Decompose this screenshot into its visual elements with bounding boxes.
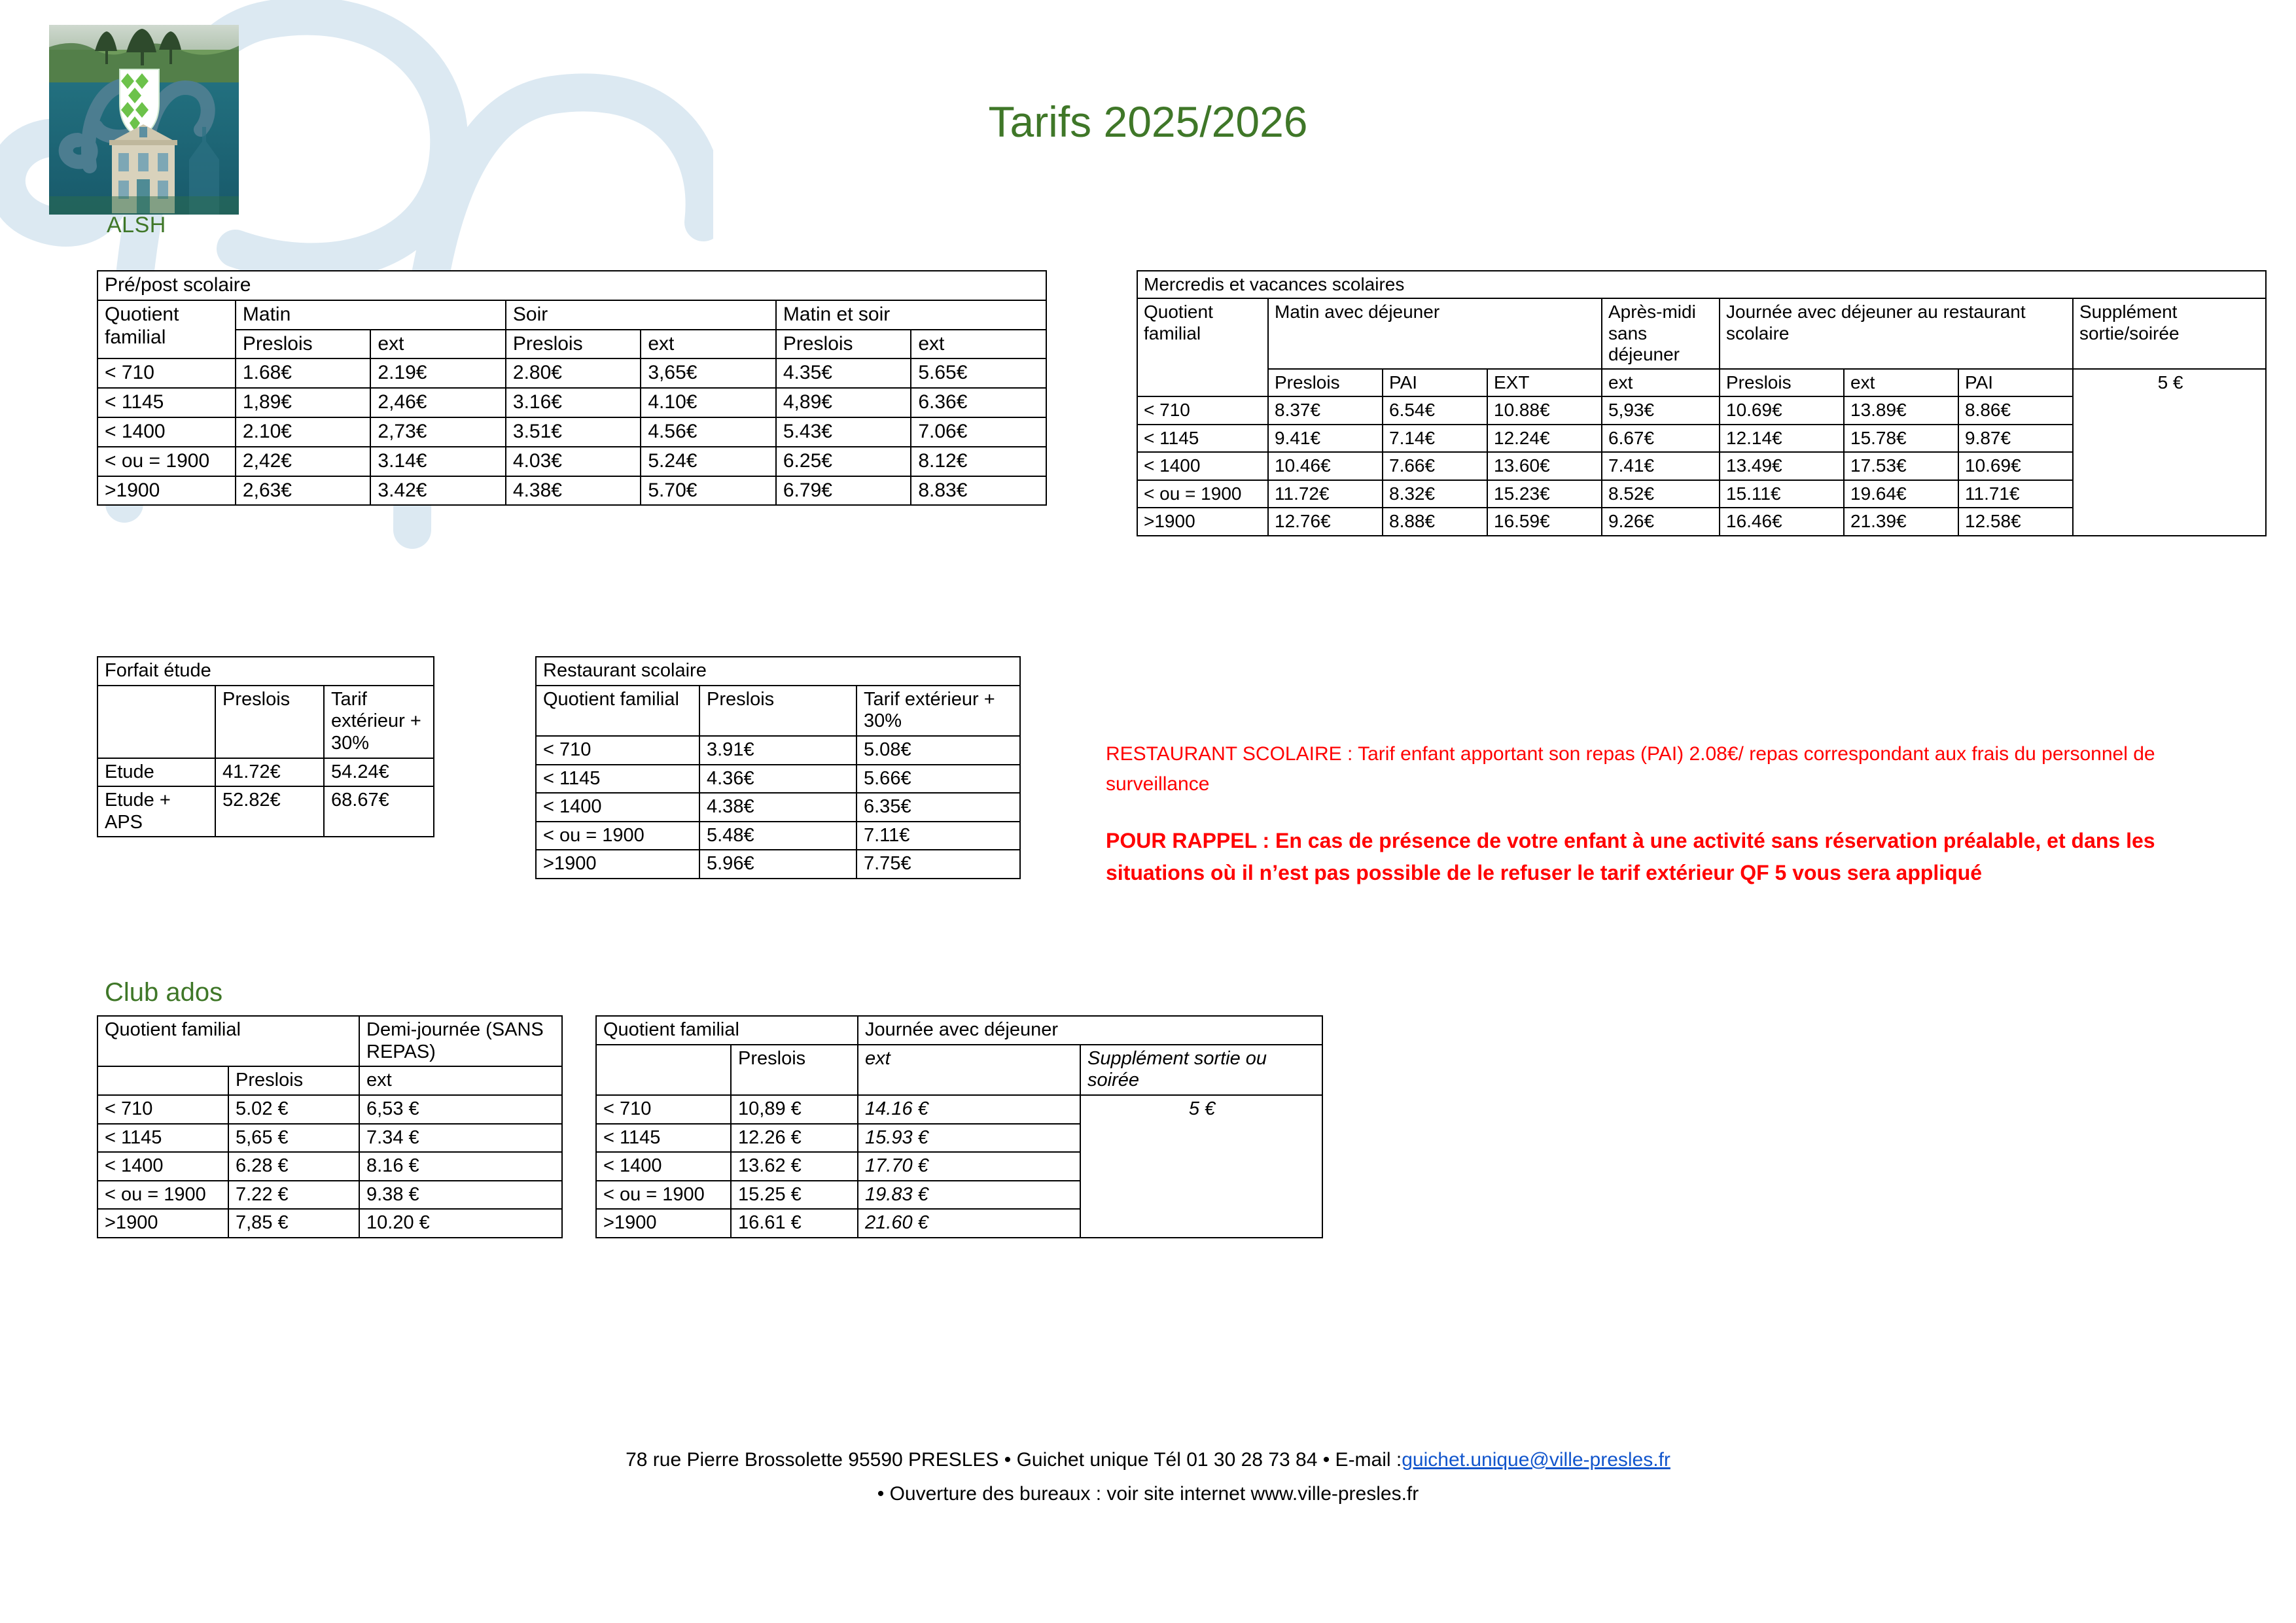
- club2-ext: 17.70 €: [858, 1152, 1080, 1181]
- table-row: [536, 657, 1020, 686]
- table-row: [536, 686, 1020, 736]
- prepost-sub-1: ext: [370, 330, 505, 359]
- table-row: [97, 417, 1046, 447]
- mercredis-value: 16.46€: [1720, 508, 1844, 535]
- club1-ext: 7.34 €: [359, 1124, 562, 1153]
- club2-ext: 19.83 €: [858, 1181, 1080, 1210]
- mercredis-sub-4: Preslois: [1720, 369, 1844, 396]
- table-row: [97, 388, 1046, 417]
- club2-sub-0: [596, 1045, 731, 1095]
- table-row: [97, 1181, 562, 1210]
- club1-sub-0: [97, 1066, 228, 1095]
- club1-preslois: 5.02 €: [228, 1095, 359, 1124]
- mercredis-value: 11.71€: [1958, 480, 2073, 508]
- table-restaurant-scolaire: [535, 656, 1021, 879]
- footer-email-link[interactable]: guichet.unique@ville-presles.fr: [1402, 1449, 1670, 1471]
- page-title: Tarifs 2025/2026: [988, 97, 1308, 146]
- club1-ext: 8.16 €: [359, 1152, 562, 1181]
- table-row: [97, 358, 1046, 388]
- mercredis-value: 6.67€: [1602, 425, 1720, 452]
- forfait-banner: Forfait étude: [97, 657, 434, 686]
- club1-preslois: 5,65 €: [228, 1124, 359, 1153]
- mercredis-group-apresmidi: Après-midi sans déjeuner: [1602, 298, 1720, 368]
- prepost-value: 2.19€: [370, 358, 505, 388]
- restaurant-preslois: 5.48€: [699, 822, 857, 850]
- mercredis-value: 6.54€: [1383, 396, 1487, 424]
- club1-ext: 6,53 €: [359, 1095, 562, 1124]
- club2-qf: < ou = 1900: [596, 1181, 731, 1210]
- note-restaurant-scolaire: RESTAURANT SCOLAIRE : Tarif enfant apportant son repas (PAI) 2.08€/ repas correspondant aux frais du personnel de surveillance: [1106, 743, 2155, 795]
- restaurant-ext: 5.66€: [857, 765, 1020, 794]
- table-row: [97, 686, 434, 758]
- mercredis-value: 9.26€: [1602, 508, 1720, 535]
- table-row: [97, 300, 1046, 330]
- prepost-sub-4: Preslois: [776, 330, 911, 359]
- club1-preslois: 7,85 €: [228, 1209, 359, 1238]
- prepost-qf: < 1145: [97, 388, 236, 417]
- mercredis-value: 19.64€: [1844, 480, 1958, 508]
- forfait-sub-2: Tarif extérieur + 30%: [324, 686, 434, 758]
- prepost-sub-5: ext: [911, 330, 1046, 359]
- mercredis-group-supplement: Supplément sortie/soirée: [2073, 298, 2266, 368]
- prepost-value: 3,65€: [641, 358, 775, 388]
- prepost-group-matin-soir: Matin et soir: [776, 300, 1046, 330]
- club1-preslois: 6.28 €: [228, 1152, 359, 1181]
- alsh-label: ALSH: [107, 213, 166, 237]
- forfait-label: Etude + APS: [97, 786, 215, 837]
- prepost-col-qf: Quotient familial: [97, 300, 236, 359]
- mercredis-sub-6: PAI: [1958, 369, 2073, 396]
- prepost-qf: < ou = 1900: [97, 447, 236, 476]
- mercredis-value: 15.23€: [1487, 480, 1602, 508]
- table-mercredis-vacances: [1137, 270, 2267, 536]
- mercredis-value: 16.59€: [1487, 508, 1602, 535]
- mercredis-qf: < ou = 1900: [1137, 480, 1268, 508]
- mercredis-qf: < 1400: [1137, 452, 1268, 480]
- prepost-value: 5.70€: [641, 476, 775, 506]
- prepost-value: 3.51€: [506, 417, 641, 447]
- forfait-sub-0: [97, 686, 215, 758]
- forfait-preslois: 52.82€: [215, 786, 324, 837]
- note-pour-rappel: POUR RAPPEL : En cas de présence de votre enfant à une activité sans réservation préalable, et dans les situations où il n’est pas possible de le refuser le tarif extérieur QF 5 vous sera appliqué: [1106, 829, 2155, 884]
- table-row: [1137, 298, 2266, 368]
- club1-col-qf: Quotient familial: [97, 1016, 359, 1066]
- club1-qf: >1900: [97, 1209, 228, 1238]
- restaurant-preslois: 5.96€: [699, 850, 857, 879]
- mercredis-sub-1: PAI: [1383, 369, 1487, 396]
- table-club-ados-journee: [595, 1015, 1323, 1238]
- club1-qf: < 1400: [97, 1152, 228, 1181]
- club2-supplement-value: 5 €: [1080, 1095, 1322, 1238]
- prepost-qf: < 710: [97, 358, 236, 388]
- forfait-sub-1: Preslois: [215, 686, 324, 758]
- mercredis-sub-5: ext: [1844, 369, 1958, 396]
- table-row: [97, 1016, 562, 1066]
- club2-sub-3: Supplément sortie ou soirée: [1080, 1045, 1322, 1095]
- club2-preslois: 13.62 €: [731, 1152, 858, 1181]
- table-row: [97, 447, 1046, 476]
- prepost-value: 8.83€: [911, 476, 1046, 506]
- footer-address-text: 78 rue Pierre Brossolette 95590 PRESLES • Guichet unique Tél 01 30 28 73 84 • E-mail :: [626, 1449, 1402, 1471]
- club2-sub-2: ext: [858, 1045, 1080, 1095]
- table-row: [536, 793, 1020, 822]
- mercredis-value: 10.69€: [1958, 452, 2073, 480]
- prepost-value: 3.16€: [506, 388, 641, 417]
- prepost-value: 6.25€: [776, 447, 911, 476]
- club2-qf: < 710: [596, 1095, 731, 1124]
- mercredis-sub-3: ext: [1602, 369, 1720, 396]
- prepost-value: 2,63€: [236, 476, 370, 506]
- prepost-value: 3.42€: [370, 476, 505, 506]
- prepost-value: 2.80€: [506, 358, 641, 388]
- notes-block: [1106, 739, 2218, 888]
- restaurant-preslois: 3.91€: [699, 736, 857, 765]
- restaurant-qf: >1900: [536, 850, 699, 879]
- club2-col-group: Journée avec déjeuner: [858, 1016, 1322, 1045]
- mercredis-value: 7.66€: [1383, 452, 1487, 480]
- table-row: [536, 765, 1020, 794]
- mercredis-value: 9.87€: [1958, 425, 2073, 452]
- table-row: [536, 736, 1020, 765]
- prepost-value: 2,42€: [236, 447, 370, 476]
- mercredis-value: 8.88€: [1383, 508, 1487, 535]
- restaurant-qf: < 1400: [536, 793, 699, 822]
- table-row: [97, 758, 434, 787]
- club2-qf: < 1400: [596, 1152, 731, 1181]
- restaurant-ext: 6.35€: [857, 793, 1020, 822]
- prepost-value: 8.12€: [911, 447, 1046, 476]
- club2-preslois: 12.26 €: [731, 1124, 858, 1153]
- prepost-value: 2,73€: [370, 417, 505, 447]
- table-row: [97, 1066, 562, 1095]
- table-row: [596, 1045, 1322, 1095]
- club1-ext: 10.20 €: [359, 1209, 562, 1238]
- club2-sub-1: Preslois: [731, 1045, 858, 1095]
- table-row: [97, 330, 1046, 359]
- club1-preslois: 7.22 €: [228, 1181, 359, 1210]
- club2-preslois: 15.25 €: [731, 1181, 858, 1210]
- prepost-value: 4.03€: [506, 447, 641, 476]
- mercredis-value: 13.60€: [1487, 452, 1602, 480]
- prepost-value: 2.10€: [236, 417, 370, 447]
- mercredis-qf: < 710: [1137, 396, 1268, 424]
- club2-preslois: 16.61 €: [731, 1209, 858, 1238]
- prepost-value: 4.10€: [641, 388, 775, 417]
- prepost-value: 5.43€: [776, 417, 911, 447]
- forfait-ext: 54.24€: [324, 758, 434, 787]
- table-row: [97, 476, 1046, 506]
- club2-preslois: 10,89 €: [731, 1095, 858, 1124]
- mercredis-value: 12.76€: [1268, 508, 1383, 535]
- table-row: [536, 850, 1020, 879]
- mercredis-value: 8.37€: [1268, 396, 1383, 424]
- table-club-ados-demi-journee: [97, 1015, 563, 1238]
- restaurant-qf: < ou = 1900: [536, 822, 699, 850]
- prepost-group-matin: Matin: [236, 300, 506, 330]
- prepost-value: 7.06€: [911, 417, 1046, 447]
- mercredis-value: 15.11€: [1720, 480, 1844, 508]
- mercredis-sub-2: EXT: [1487, 369, 1602, 396]
- club1-sub-2: ext: [359, 1066, 562, 1095]
- table-row: [97, 1209, 562, 1238]
- restaurant-sub-2: Tarif extérieur + 30%: [857, 686, 1020, 736]
- mercredis-banner: Mercredis et vacances scolaires: [1137, 271, 2266, 298]
- table-row: [1137, 369, 2266, 396]
- mercredis-value: 9.41€: [1268, 425, 1383, 452]
- restaurant-preslois: 4.38€: [699, 793, 857, 822]
- mercredis-value: 5,93€: [1602, 396, 1720, 424]
- mercredis-value: 8.86€: [1958, 396, 2073, 424]
- mercredis-value: 8.32€: [1383, 480, 1487, 508]
- mercredis-value: 7.41€: [1602, 452, 1720, 480]
- mercredis-value: 11.72€: [1268, 480, 1383, 508]
- prepost-qf: >1900: [97, 476, 236, 506]
- prepost-sub-3: ext: [641, 330, 775, 359]
- mercredis-qf: >1900: [1137, 508, 1268, 535]
- restaurant-sub-0: Quotient familial: [536, 686, 699, 736]
- mercredis-value: 12.58€: [1958, 508, 2073, 535]
- prepost-value: 5.65€: [911, 358, 1046, 388]
- club-ados-title: Club ados: [105, 978, 223, 1007]
- club2-qf: >1900: [596, 1209, 731, 1238]
- table-row: [536, 822, 1020, 850]
- club1-qf: < 710: [97, 1095, 228, 1124]
- restaurant-qf: < 710: [536, 736, 699, 765]
- mercredis-value: 13.49€: [1720, 452, 1844, 480]
- prepost-value: 6.36€: [911, 388, 1046, 417]
- prepost-value: 5.24€: [641, 447, 775, 476]
- mercredis-qf: < 1145: [1137, 425, 1268, 452]
- footer: [0, 1449, 2296, 1517]
- table-row: [97, 1152, 562, 1181]
- table-row: [97, 1095, 562, 1124]
- mercredis-value: 7.14€: [1383, 425, 1487, 452]
- restaurant-ext: 5.08€: [857, 736, 1020, 765]
- prepost-value: 4.38€: [506, 476, 641, 506]
- mercredis-supplement-value: 5 €: [2073, 369, 2266, 536]
- mercredis-sub-0: Preslois: [1268, 369, 1383, 396]
- table-row: [97, 657, 434, 686]
- mercredis-value: 8.52€: [1602, 480, 1720, 508]
- table-row: [1137, 271, 2266, 298]
- club1-sub-1: Preslois: [228, 1066, 359, 1095]
- mercredis-value: 15.78€: [1844, 425, 1958, 452]
- club2-col-qf: Quotient familial: [596, 1016, 858, 1045]
- prepost-value: 4.56€: [641, 417, 775, 447]
- restaurant-ext: 7.11€: [857, 822, 1020, 850]
- mercredis-value: 21.39€: [1844, 508, 1958, 535]
- restaurant-qf: < 1145: [536, 765, 699, 794]
- restaurant-ext: 7.75€: [857, 850, 1020, 879]
- table-row: [97, 786, 434, 837]
- footer-line-1: [0, 1449, 2296, 1471]
- prepost-value: 1,89€: [236, 388, 370, 417]
- forfait-label: Etude: [97, 758, 215, 787]
- table-prepost-scolaire: [97, 270, 1047, 506]
- club2-ext: 21.60 €: [858, 1209, 1080, 1238]
- mercredis-value: 13.89€: [1844, 396, 1958, 424]
- mercredis-value: 12.24€: [1487, 425, 1602, 452]
- club2-qf: < 1145: [596, 1124, 731, 1153]
- table-forfait-etude: [97, 656, 434, 837]
- footer-line-2: • Ouverture des bureaux : voir site internet www.ville-presles.fr: [877, 1483, 1419, 1505]
- prepost-qf: < 1400: [97, 417, 236, 447]
- club1-col-group: Demi-journée (SANS REPAS): [359, 1016, 562, 1066]
- club1-qf: < 1145: [97, 1124, 228, 1153]
- table-row: [596, 1016, 1322, 1045]
- table-row: [596, 1095, 1322, 1124]
- prepost-sub-0: Preslois: [236, 330, 370, 359]
- prepost-group-soir: Soir: [506, 300, 776, 330]
- table-row: [97, 271, 1046, 300]
- mercredis-group-matin: Matin avec déjeuner: [1268, 298, 1602, 368]
- restaurant-banner: Restaurant scolaire: [536, 657, 1020, 686]
- mercredis-group-journee: Journée avec déjeuner au restaurant scolaire: [1720, 298, 2073, 368]
- prepost-value: 4.35€: [776, 358, 911, 388]
- prepost-banner: Pré/post scolaire: [97, 271, 1046, 300]
- prepost-value: 1.68€: [236, 358, 370, 388]
- prepost-sub-2: Preslois: [506, 330, 641, 359]
- prepost-value: 3.14€: [370, 447, 505, 476]
- mercredis-col-qf: Quotient familial: [1137, 298, 1268, 396]
- club2-ext: 14.16 €: [858, 1095, 1080, 1124]
- mercredis-value: 10.69€: [1720, 396, 1844, 424]
- forfait-ext: 68.67€: [324, 786, 434, 837]
- table-row: [97, 1124, 562, 1153]
- mercredis-value: 10.46€: [1268, 452, 1383, 480]
- prepost-value: 4,89€: [776, 388, 911, 417]
- restaurant-preslois: 4.36€: [699, 765, 857, 794]
- club2-ext: 15.93 €: [858, 1124, 1080, 1153]
- mercredis-value: 17.53€: [1844, 452, 1958, 480]
- restaurant-sub-1: Preslois: [699, 686, 857, 736]
- mercredis-value: 12.14€: [1720, 425, 1844, 452]
- club1-ext: 9.38 €: [359, 1181, 562, 1210]
- mercredis-value: 10.88€: [1487, 396, 1602, 424]
- forfait-preslois: 41.72€: [215, 758, 324, 787]
- prepost-value: 6.79€: [776, 476, 911, 506]
- club1-qf: < ou = 1900: [97, 1181, 228, 1210]
- prepost-value: 2,46€: [370, 388, 505, 417]
